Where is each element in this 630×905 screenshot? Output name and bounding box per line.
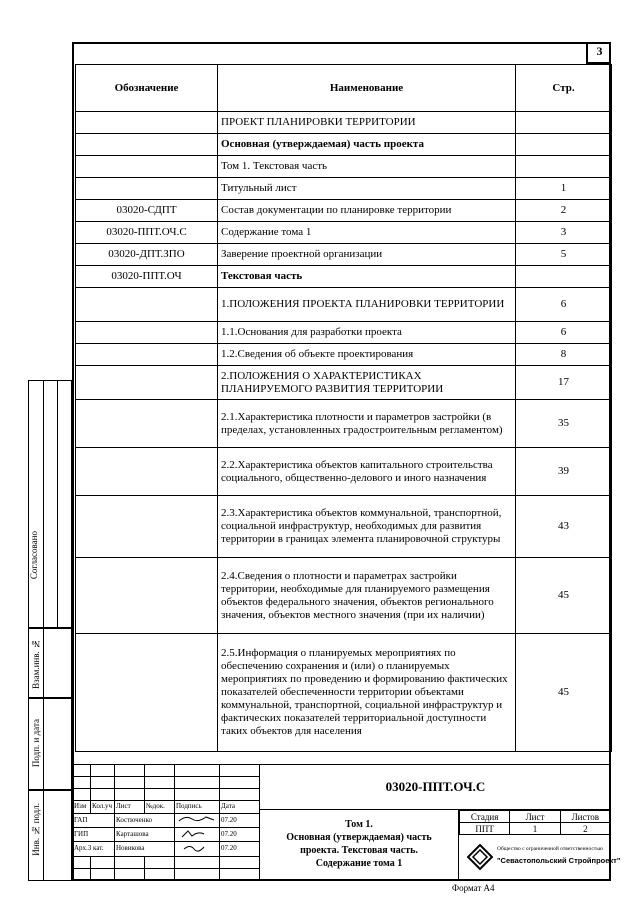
row-name: Заверение проектной организации: [218, 244, 516, 266]
row-name: 2.3.Характеристика объектов коммунальной, транспортной, социальной инфраструктур, необходимых для развития территории в границах элемента планировочной структуры: [218, 496, 516, 558]
sheets-header: Листов: [560, 811, 610, 823]
row-name: 2.1.Характеристика плотности и параметров застройки (в пределах, установленных градостроительным регламентом): [218, 400, 516, 448]
row-page: 5: [516, 244, 612, 266]
col-kol: Кол.уч: [91, 801, 115, 813]
row-code: [76, 634, 218, 752]
col-doc: №док.: [145, 801, 175, 813]
row-name: 1.ПОЛОЖЕНИЯ ПРОЕКТА ПЛАНИРОВКИ ТЕРРИТОРИИ: [218, 288, 516, 322]
stage-header: Стадия: [460, 811, 510, 823]
table-row: [76, 222, 612, 244]
table-row: [76, 288, 612, 322]
title-line: Основная (утверждаемая) часть: [286, 832, 432, 843]
row-name: 2.5.Информация о планируемых мероприятиях по обеспечению сохранения и (или) о планируемых мероприятиях по проведению и формированию фактических показателей обеспеченности территории объектами коммунальной, транспортной, социальной инфраструктур и фактических показателей территориальной доступности таких объектов для населения: [218, 634, 516, 752]
row-name: 2.ПОЛОЖЕНИЯ О ХАРАКТЕРИСТИКАХ ПЛАНИРУЕМОГО РАЗВИТИЯ ТЕРРИТОРИИ: [218, 366, 516, 400]
row-page: [516, 134, 612, 156]
row-page: 1: [516, 178, 612, 200]
row-name: Том 1. Текстовая часть: [218, 156, 516, 178]
row-name: Основная (утверждаемая) часть проекта: [218, 134, 516, 156]
org-small-text: Общество с ограниченной ответственностью: [497, 846, 603, 852]
signature-icon: [175, 813, 220, 827]
document-title: [259, 810, 459, 881]
row-page: 43: [516, 496, 612, 558]
row-name: 2.4.Сведения о плотности и параметрах застройки территории, необходимые для планируемого размещения объектов федерального значения, объектов регионального значения, объектов местного значения (при их наличии): [218, 558, 516, 634]
col-list: Лист: [115, 801, 145, 813]
person-role: ГАП: [73, 813, 115, 827]
row-code: [76, 322, 218, 344]
signature-icon: [175, 827, 220, 841]
document-code: 03020-ППТ.ОЧ.С: [259, 764, 611, 810]
page-number: 3: [586, 42, 611, 64]
table-row: [76, 156, 612, 178]
table-row: [76, 134, 612, 156]
table-row: [76, 448, 612, 496]
row-name: 2.2.Характеристика объектов капитального строительства социального, общественно-делового и иного назначения: [218, 448, 516, 496]
table-row: [76, 558, 612, 634]
person-role: Арх.3 кат.: [73, 842, 115, 856]
table-row: [76, 200, 612, 222]
margin-agreed-label: Согласовано: [29, 531, 39, 580]
table-row: [76, 344, 612, 366]
title-line: Том 1.: [345, 819, 373, 830]
row-code: [76, 400, 218, 448]
row-name: ПРОЕКТ ПЛАНИРОВКИ ТЕРРИТОРИИ: [218, 112, 516, 134]
row-code: 03020-ППТ.ОЧ.С: [76, 222, 218, 244]
row-page: 17: [516, 366, 612, 400]
table-row: [76, 366, 612, 400]
row-code: 03020-ДПТ.ЗПО: [76, 244, 218, 266]
org-name: "Севастопольский Стройпроект": [497, 856, 621, 865]
row-name: Состав документации по планировке территории: [218, 200, 516, 222]
person-date: 07.20: [220, 842, 260, 856]
person-name: Костюченко: [115, 813, 175, 827]
row-page: 6: [516, 288, 612, 322]
person-date: 07.20: [220, 813, 260, 827]
row-code: [76, 366, 218, 400]
row-code: [76, 178, 218, 200]
row-page: [516, 112, 612, 134]
row-page: 2: [516, 200, 612, 222]
header-code: Обозначение: [76, 65, 218, 112]
margin-replace-label: Взам.инв. №: [31, 639, 41, 689]
row-name: 1.2.Сведения об объекте проектирования: [218, 344, 516, 366]
org-logo-icon: [467, 844, 493, 870]
col-sign: Подпись: [175, 801, 220, 813]
header-name: Наименование: [218, 65, 516, 112]
person-row: [73, 827, 260, 841]
signature-icon: [175, 842, 220, 856]
organization-logo: [467, 842, 621, 874]
row-name: Содержание тома 1: [218, 222, 516, 244]
row-code: [76, 448, 218, 496]
table-row: [76, 496, 612, 558]
format-label: Формат А4: [452, 883, 495, 893]
margin-agreed-box: [28, 380, 72, 628]
row-code: [76, 558, 218, 634]
person-row: [73, 813, 260, 827]
margin-orig-box: [28, 790, 72, 881]
table-row: [76, 634, 612, 752]
title-line: Содержание тома 1: [315, 858, 403, 869]
row-code: [76, 156, 218, 178]
row-name: 1.1.Основания для разработки проекта: [218, 322, 516, 344]
stage-table: [459, 810, 611, 835]
sheet-header: Лист: [510, 811, 560, 823]
person-row: [73, 842, 260, 856]
col-izm: Изм: [73, 801, 91, 813]
sheets-value: 2: [560, 823, 610, 835]
margin-orig-label: Инв. № подл.: [31, 803, 41, 856]
col-date: Дата: [220, 801, 260, 813]
revision-grid: [72, 764, 260, 881]
person-date: 07.20: [220, 827, 260, 841]
row-page: [516, 156, 612, 178]
row-page: 3: [516, 222, 612, 244]
table-row: [76, 178, 612, 200]
person-name: Карташова: [115, 827, 175, 841]
table-row: [76, 266, 612, 288]
table-header-row: [76, 65, 612, 112]
contents-table: [75, 64, 612, 752]
title-block: [72, 764, 621, 881]
row-page: 45: [516, 634, 612, 752]
row-page: [516, 266, 612, 288]
row-name: Титульный лист: [218, 178, 516, 200]
table-row: [76, 244, 612, 266]
row-page: 39: [516, 448, 612, 496]
row-code: [76, 344, 218, 366]
stage-value: ППТ: [460, 823, 510, 835]
margin-replace-box: [28, 628, 72, 698]
row-page: 35: [516, 400, 612, 448]
sheet-value: 1: [510, 823, 560, 835]
table-row: [76, 322, 612, 344]
row-code: 03020-ППТ.ОЧ: [76, 266, 218, 288]
title-line: проекта. Текстовая часть.: [300, 845, 418, 856]
row-page: 6: [516, 322, 612, 344]
row-code: [76, 496, 218, 558]
row-page: 45: [516, 558, 612, 634]
row-code: 03020-СДПТ: [76, 200, 218, 222]
revision-header-row: [73, 801, 260, 813]
row-page: 8: [516, 344, 612, 366]
row-code: [76, 288, 218, 322]
header-page: Стр.: [516, 65, 612, 112]
row-code: [76, 134, 218, 156]
person-role: ГИП: [73, 827, 115, 841]
row-code: [76, 112, 218, 134]
margin-sign-box: [28, 698, 72, 790]
row-name: Текстовая часть: [218, 266, 516, 288]
table-row: [76, 112, 612, 134]
person-name: Новикова: [115, 842, 175, 856]
table-row: [76, 400, 612, 448]
margin-sign-label: Подп. и дата: [31, 719, 41, 768]
